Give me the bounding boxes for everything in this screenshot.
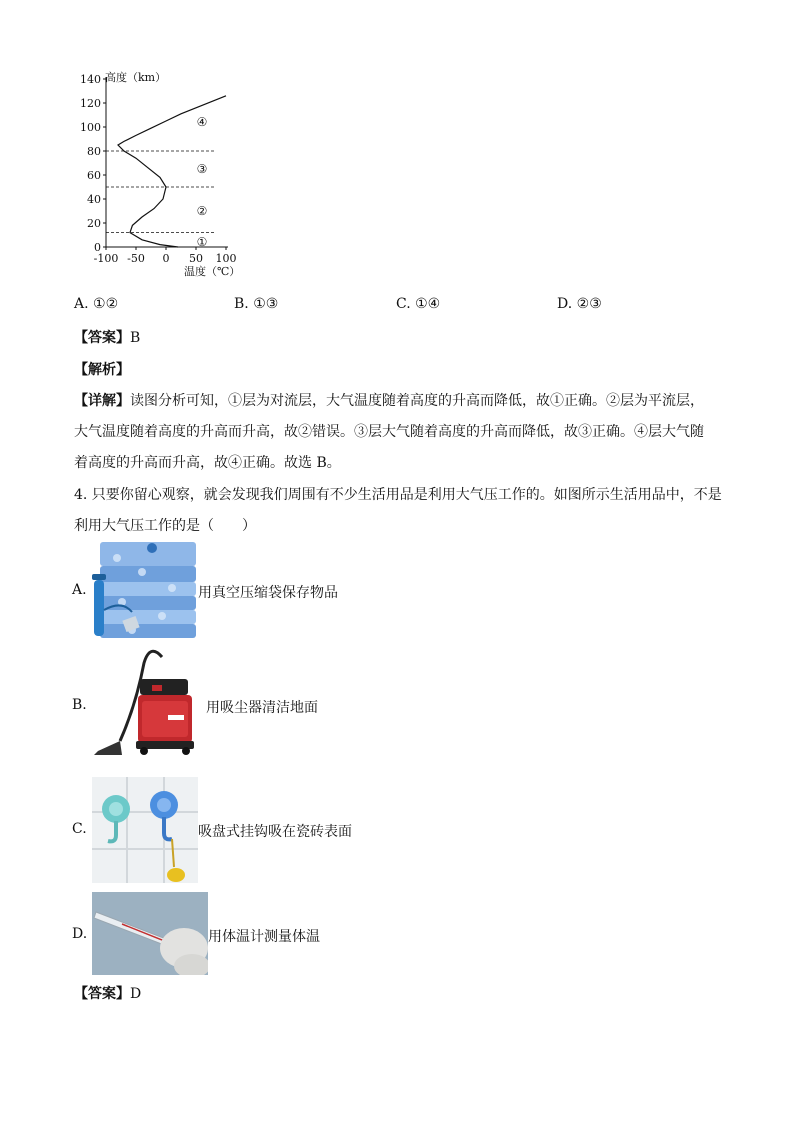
layer-label: ② — [196, 204, 208, 218]
q4-option-d-text: 用体温计测量体温 — [208, 929, 320, 945]
q3-option-c — [396, 296, 440, 312]
q4-option-a-text: 用真空压缩袋保存物品 — [198, 585, 338, 601]
y-tick-label: 40 — [87, 193, 101, 206]
q4-option-c-letter: C. — [72, 821, 87, 837]
answer-value: B — [130, 330, 141, 346]
q3-answer — [74, 327, 140, 347]
q3-option-b — [234, 296, 278, 312]
option-text: ①③ — [253, 296, 279, 312]
q4-stem-line-1: 4. 只要你留心观察，就会发现我们周围有不少生活用品是利用大气压工作的。如图所示生活用品中，不是 — [74, 487, 722, 503]
q3-detail-line-1 — [74, 390, 704, 410]
temperature-curve — [118, 96, 226, 250]
layer-label: ③ — [196, 162, 208, 176]
q4-answer — [74, 983, 141, 1003]
answer-tag: 【答案】 — [74, 986, 130, 1002]
y-tick-label: 140 — [80, 73, 101, 86]
y-tick-label: 60 — [87, 169, 101, 182]
y-axis-label: 高度（km） — [105, 71, 167, 84]
y-tick-label: 20 — [87, 217, 101, 230]
q4-option-b-text: 用吸尘器清洁地面 — [206, 700, 318, 716]
answer-value: D — [130, 986, 142, 1002]
q4-option-b-letter: B. — [72, 697, 87, 713]
y-tick-label: 120 — [80, 97, 101, 110]
answer-tag: 【答案】 — [74, 330, 130, 346]
q3-analysis-tag: 【解析】 — [74, 362, 130, 378]
q4-option-a-letter: A. — [72, 582, 87, 598]
detail-text: 读图分析可知，①层为对流层，大气温度随着高度的升高而降低，故①正确。②层为平流层， — [130, 393, 704, 409]
vacuum-storage-bags-image — [92, 540, 198, 640]
x-tick-label: 0 — [162, 252, 170, 265]
x-tick-label: 50 — [189, 252, 203, 265]
y-tick-label: 100 — [80, 121, 101, 134]
layer-label: ④ — [196, 115, 208, 130]
q4-option-d-letter: D. — [72, 926, 88, 942]
q3-option-a — [74, 296, 118, 312]
option-letter: A. — [74, 296, 89, 312]
x-tick-label: -50 — [127, 252, 145, 265]
option-text: ①④ — [415, 296, 441, 312]
detail-tag: 【详解】 — [74, 393, 130, 409]
option-text: ②③ — [576, 296, 602, 312]
y-tick-label: 80 — [87, 145, 101, 158]
q3-detail-line-2: 大气温度随着高度的升高而升高，故②错误。③层大气随着高度的升高而降低，故③正确。④层大气随 — [74, 424, 704, 440]
suction-cup-hooks-image — [92, 777, 198, 883]
q3-detail-line-3: 着高度的升高而升高，故④正确。故选 B。 — [74, 455, 341, 471]
layer-label: ① — [196, 235, 208, 250]
x-tick-label: -100 — [93, 252, 119, 265]
atmosphere-temperature-chart — [60, 64, 260, 284]
x-axis-label: 温度（℃） — [184, 265, 241, 278]
vacuum-cleaner-image — [92, 645, 204, 760]
q4-option-c-text: 吸盘式挂钩吸在瓷砖表面 — [198, 824, 352, 840]
x-tick-label: 100 — [215, 252, 237, 265]
option-letter: D. — [557, 296, 573, 312]
q4-stem-line-2: 利用大气压工作的是（ ） — [74, 518, 256, 534]
q3-option-d — [557, 296, 602, 312]
option-letter: B. — [234, 296, 249, 312]
option-text: ①② — [93, 296, 119, 312]
option-letter: C. — [396, 296, 411, 312]
y-tick-label: 0 — [94, 241, 101, 254]
thermometer-image — [92, 892, 208, 975]
